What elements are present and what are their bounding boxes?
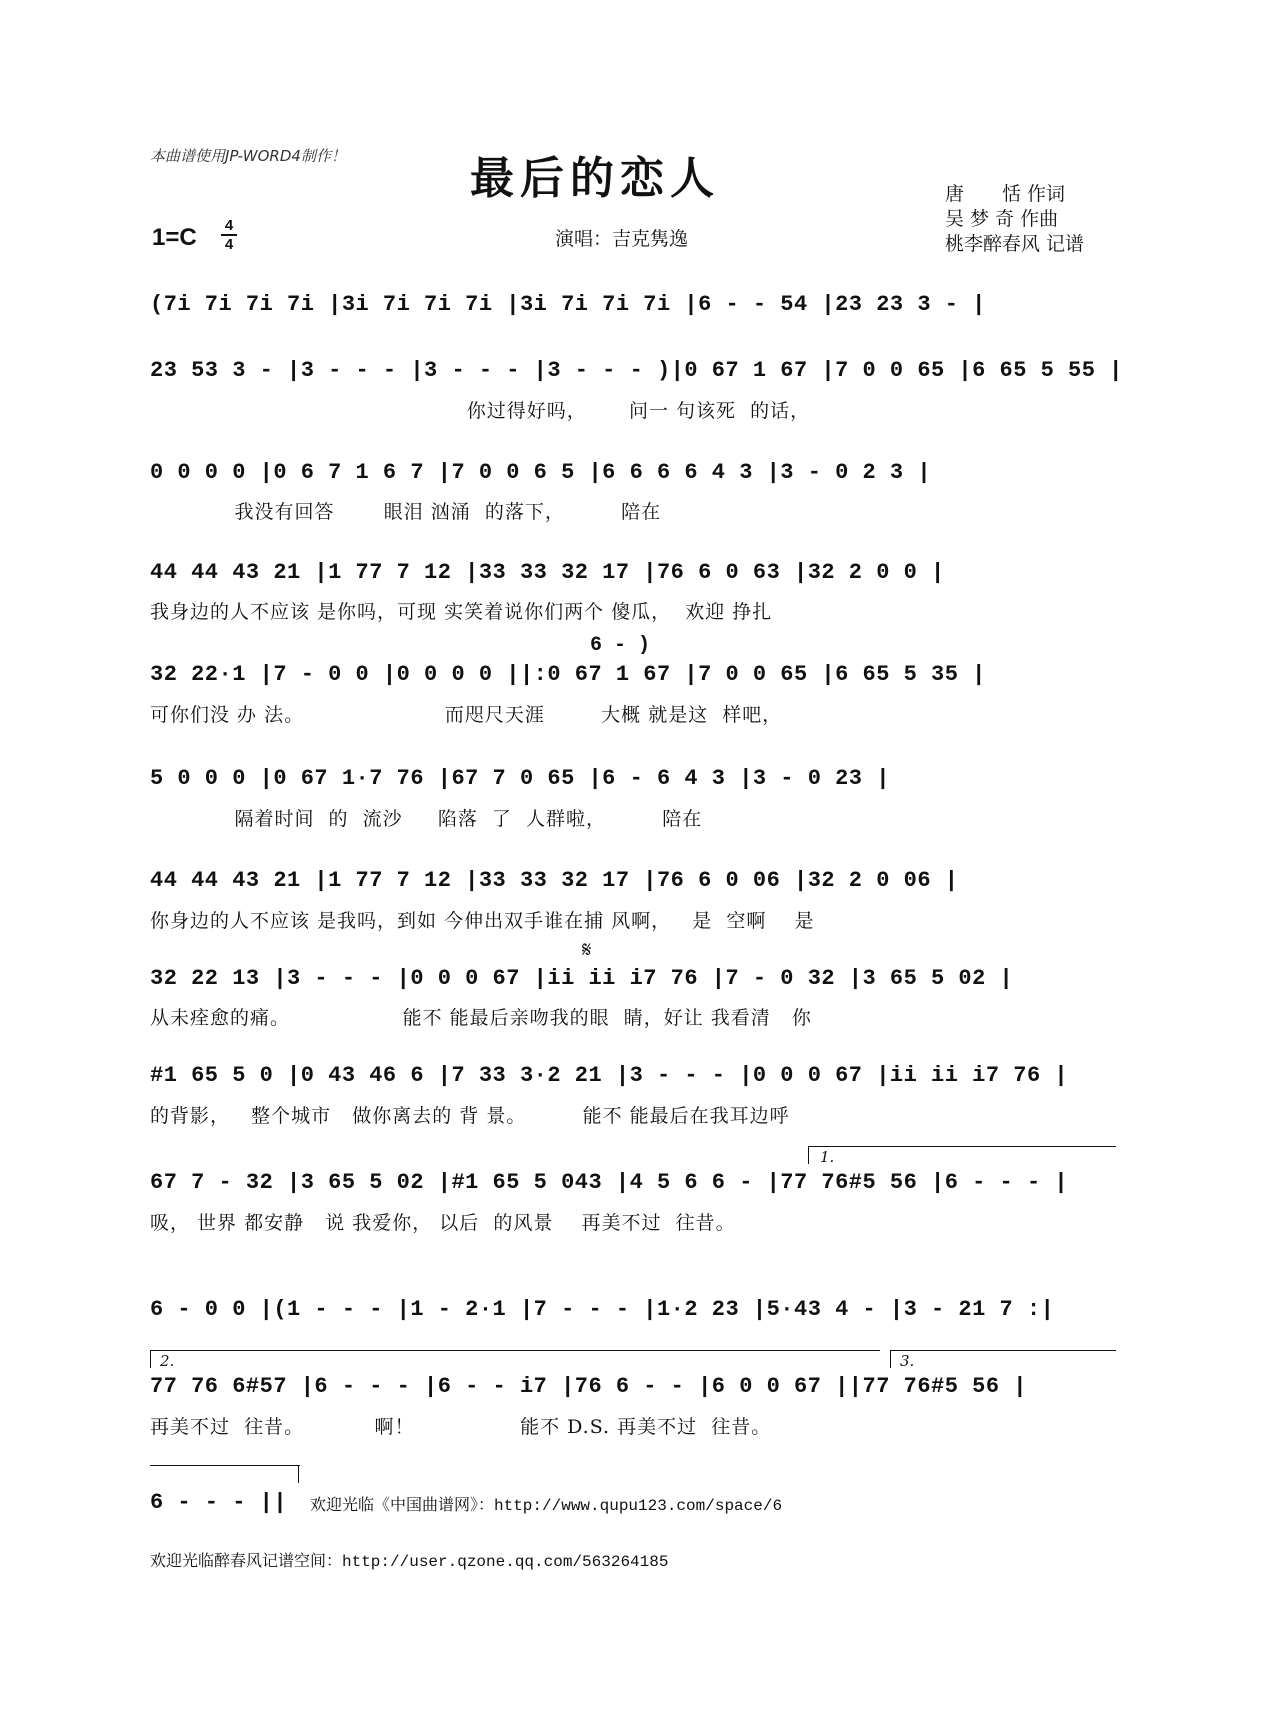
score-system-10: 67 7 - 32 |3 65 5 02 |#1 65 5 043 |4 5 6 6 - |77 76#5 56 |6 - - - | [150,1170,1069,1195]
score-system-7: 44 44 43 21 |1 77 7 12 |33 33 32 17 |76 6 0 06 |32 2 0 06 | [150,868,959,893]
score-system-8: 32 22 13 |3 - - - |0 0 0 67 |ii ii i7 76 |7 - 0 32 |3 65 5 02 | [150,966,1014,991]
lyrics-line-10: 吸， 世界 都安静 说 我爱你， 以后 的风景 再美不过 往昔。 [150,1212,736,1234]
singer-credit: 演唱：吉克隽逸 [555,228,689,250]
score-system-12: 77 76 6#57 |6 - - - |6 - - i7 |76 6 - - |6 0 0 67 ||77 76#5 56 | [150,1374,1027,1399]
score-system-11: 6 - 0 0 |(1 - - - |1 - 2·1 |7 - - - |1·2 23 |5·43 4 - |3 - 21 7 :| [150,1297,1055,1322]
key-signature: 1=C [152,224,197,251]
score-system-1: (7i 7i 7i 7i |3i 7i 7i 7i |3i 7i 7i 7i |6 - - 54 |23 23 3 - | [150,292,986,317]
site-notice: 欢迎光临《中国曲谱网》：http://www.qupu123.com/space/6 [310,1497,783,1515]
lyrics-line-12: 再美不过 往昔。 啊！ 能不 D.S. 再美不过 往昔。 [150,1416,772,1438]
lyrics-line-8: 从未痊愈的痛。 能不 能最后亲吻我的眼 睛，好让 我看清 你 [150,1007,812,1029]
time-sig-bottom: 4 [224,236,234,253]
song-title: 最后的恋人 [470,153,720,204]
ending-2-label: 2. [160,1352,175,1370]
segno-icon: 𝄋 [582,938,592,963]
qzone-notice: 欢迎光临醉春风记谱空间：http://user.qzone.qq.com/563264185 [150,1553,669,1571]
score-system-5: 32 22·1 |7 - 0 0 |0 0 0 0 ||:0 67 1 67 |7 0 0 65 |6 65 5 35 | [150,662,986,687]
lyrics-line-4: 我身边的人不应该 是你吗，可现 实笑着说你们两个 傻瓜， 欢迎 挣扎 [150,601,773,623]
alternate-phrase: 6 - ) [590,634,651,657]
ending-1-label: 1. [820,1148,835,1166]
lyricist-credit: 唐 恬 作词 [945,183,1066,205]
composer-credit: 吴 梦 奇 作曲 [945,208,1059,230]
lyrics-line-6: 隔着时间 的 流沙 陷落 了 人群啦， 陪在 [150,808,703,830]
lyrics-line-2: 你过得好吗， 问一 句该死 的话， [150,400,811,422]
time-signature [221,218,237,252]
score-system-9: #1 65 5 0 |0 43 46 6 |7 33 3·2 21 |3 - - - |0 0 0 67 |ii ii i7 76 | [150,1063,1069,1088]
ending-3-label: 3. [900,1352,915,1370]
score-system-6: 5 0 0 0 |0 67 1·7 76 |67 7 0 65 |6 - 6 4 3 |3 - 0 23 | [150,766,890,791]
transcriber-credit: 桃李醉春风 记谱 [945,233,1085,255]
software-note: 本曲谱使用JP-WORD4制作！ [150,147,346,165]
lyrics-line-3: 我没有回答 眼泪 汹涌 的落下， 陪在 [150,501,662,523]
credits-block [945,182,1115,257]
score-system-3: 0 0 0 0 |0 6 7 1 6 7 |7 0 0 6 5 |6 6 6 6 4 3 |3 - 0 2 3 | [150,460,932,485]
score-system-13: 6 - - - || [150,1490,288,1515]
score-system-2: 23 53 3 - |3 - - - |3 - - - |3 - - - )|0 67 1 67 |7 0 0 65 |6 65 5 55 | [150,358,1123,383]
time-sig-top: 4 [224,217,234,234]
lyrics-line-5: 可你们没 办 法。 而咫尺天涯 大概 就是这 样吧， [150,704,783,726]
lyrics-line-7: 你身边的人不应该 是我吗，到如 今伸出双手谁在捕 风啊， 是 空啊 是 [150,910,815,932]
score-system-4: 44 44 43 21 |1 77 7 12 |33 33 32 17 |76 6 0 63 |32 2 0 0 | [150,560,945,585]
lyrics-line-9: 的背影， 整个城市 做你离去的 背 景。 能不 能最后在我耳边呼 [150,1105,790,1127]
